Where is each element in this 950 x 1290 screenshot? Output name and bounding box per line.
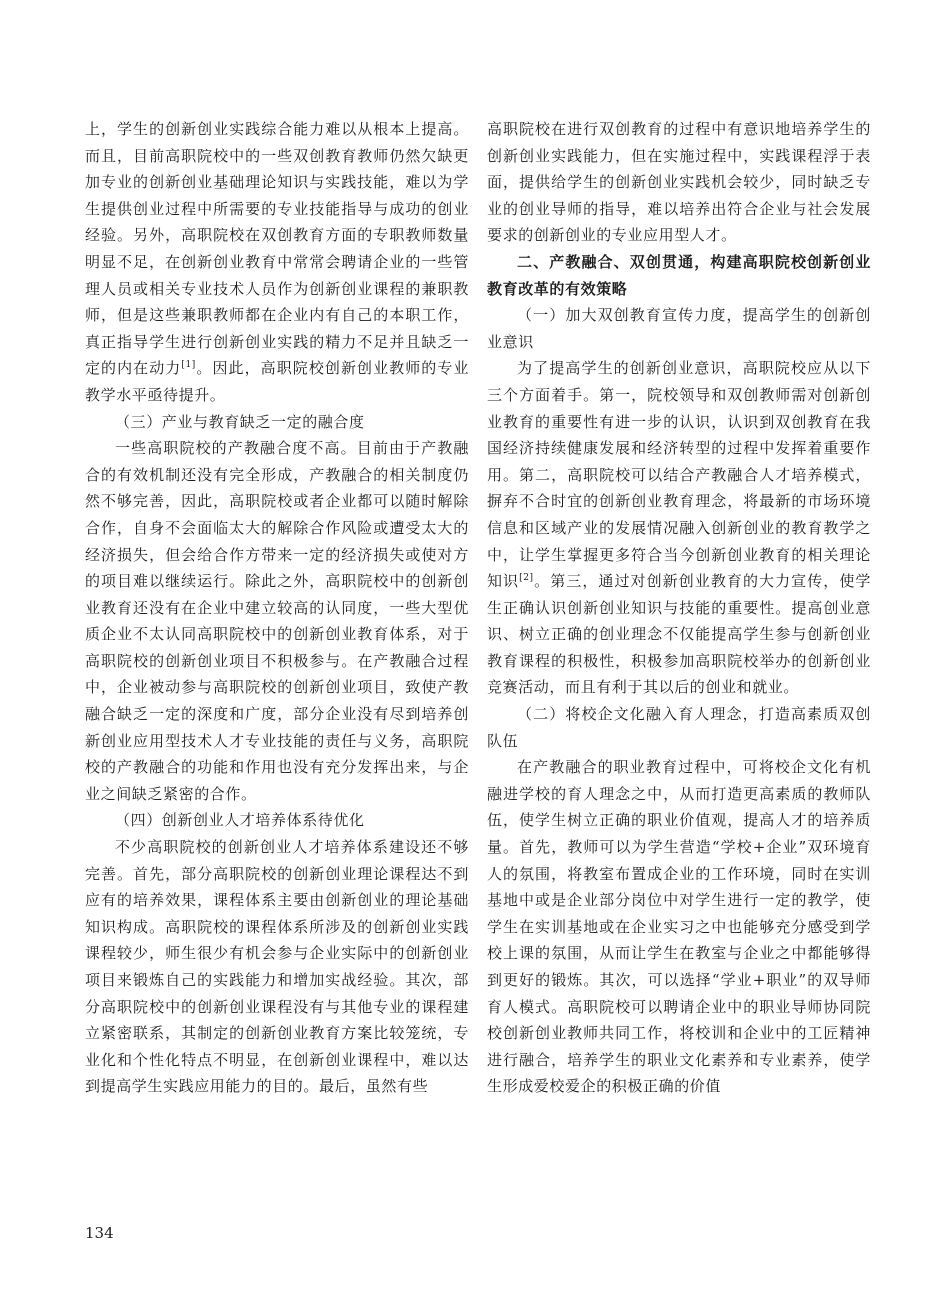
subsection-heading: （一）加大双创教育宣传力度，提高学生的创新创业意识: [487, 306, 871, 351]
paragraph: 一些高职院校的产教融合度不高。目前由于产教融合的有效机制还没有完全形成，产教融合的相关制度仍然不够完善，因此，高职院校或者企业都可以随时解除合作，自身不会面临太大的解除合作风险或遭受太大的经济损失，但会给合作方带来一定的经济损失或使对方的项目难以继续运行。除此之外，高职院校中的创新创业教育还没有在企业中建立较高的认同度，一些大型优质企业不太认同高职院校中的创新创业教育体系，对于高职院校的创新创业项目不积极参与。在产教融合过程中，企业被动参与高职院校的创新创业项目，致使产教融合缺乏一定的深度和广度，部分企业没有尽到培养创新创业应用型技术人才专业技能的责任与义务，高职院校的产教融合的功能和作用也没有充分发挥出来，与企业之间缺乏紧密的合作。: [85, 439, 469, 803]
section-heading: 二、产教融合、双创贯通，构建高职院校创新创业教育改革的有效策略: [487, 252, 871, 298]
left-column: [85, 116, 469, 1100]
citation-ref[interactable]: [2]: [519, 573, 534, 584]
paragraph: 不少高职院校的创新创业人才培养体系建设还不够完善。首先，部分高职院校的创新创业理论课程达不到应有的培养效果，课程体系主要由创新创业的理论基础知识构成。高职院校的课程体系所涉及的创新创业实践课程较少，师生很少有机会参与企业实际中的创新创业项目来锻炼自己的实践能力和增加实战经验。其次，部分高职院校中的创新创业课程没有与其他专业的课程建立紧密联系，其制定的创新创业教育方案比较笼统，专业化和个性化特点不明显，在创新创业课程中，难以达到提高学生实践应用能力的目的。最后，虽然有些: [85, 838, 469, 1096]
paragraph: 为了提高学生的创新创业意识，高职院校应从以下三个方面着手。第一，院校领导和双创教师需对创新创业教育的重要性有进一步的认识，认识到双创教育在我国经济持续健康发展和经济转型的过程中发挥着重要作用。第二，高职院校可以结合产教融合人才培养模式，摒弃不合时宜的创新创业教育理念，将最新的市场环境信息和区域产业的发展情况融入创新创业的教育教学之中，让学生掌握更多符合当今创新创业教育的相关理论知识[2]。第三，通过对创新创业教育的大力宣传，使学生正确认识创新创业知识与技能的重要性。提高创业意识、树立正确的创业理念不仅能提高学生参与创新创业教育课程的积极性，积极参加高职院校举办的创新创业竞赛活动，而且有利于其以后的创业和就业。: [487, 359, 871, 697]
subsection-heading: （三）产业与教育缺乏一定的融合度: [115, 412, 365, 431]
subsection-heading: （二）将校企文化融入育人理念，打造高素质双创队伍: [487, 705, 871, 750]
right-column: [487, 116, 871, 1100]
paragraph: 高职院校在进行双创教育的过程中有意识地培养学生的创新创业实践能力，但在实施过程中，实践课程浮于表面，提供给学生的创新创业实践机会较少，同时缺乏专业的创业导师的指导，难以培养出符合企业与社会发展要求的创新创业的专业应用型人才。: [487, 120, 871, 245]
paragraph: 在产教融合的职业教育过程中，可将校企文化有机融进学校的育人理念之中，从而打造更高素质的教师队伍，使学生树立正确的职业价值观，提高人才的培养质量。首先，教师可以为学生营造“学校+企业”双环境育人的氛围，将教室布置成企业的工作环境，同时在实训基地中或是企业部分岗位中对学生进行一定的教学，使学生在实训基地或在企业实习之中也能够充分感受到学校上课的氛围，从而让学生在教室与企业之中都能够得到更好的锻炼。其次，可以选择“学业+职业”的双导师育人模式。高职院校可以聘请企业中的职业导师协同院校创新创业教师共同工作，将校训和企业中的工匠精神进行融合，培养学生的职业文化素养和专业素养，使学生形成爱校爱企的积极正确的价值: [487, 758, 871, 1096]
page-number: 134: [85, 1224, 114, 1242]
subsection-heading: （四）创新创业人才培养体系待优化: [115, 811, 365, 830]
citation-ref[interactable]: [1]: [181, 360, 196, 371]
paragraph: 上，学生的创新创业实践综合能力难以从根本上提高。而且，目前高职院校中的一些双创教育教师仍然欠缺更加专业的创新创业基础理论知识与实践技能，难以为学生提供创业过程中所需要的专业技能指导与成功的创业经验。另外，高职院校在双创教育方面的专职教师数量明显不足，在创新创业教育中常常会聘请企业的一些管理人员或相关专业技术人员作为创新创业课程的兼职教师，但是这些兼职教师都在企业内有自己的本职工作，真正指导学生进行创新创业实践的精力不足并且缺乏一定的内在动力[1]。因此，高职院校创新创业教师的专业教学水平亟待提升。: [85, 120, 469, 404]
